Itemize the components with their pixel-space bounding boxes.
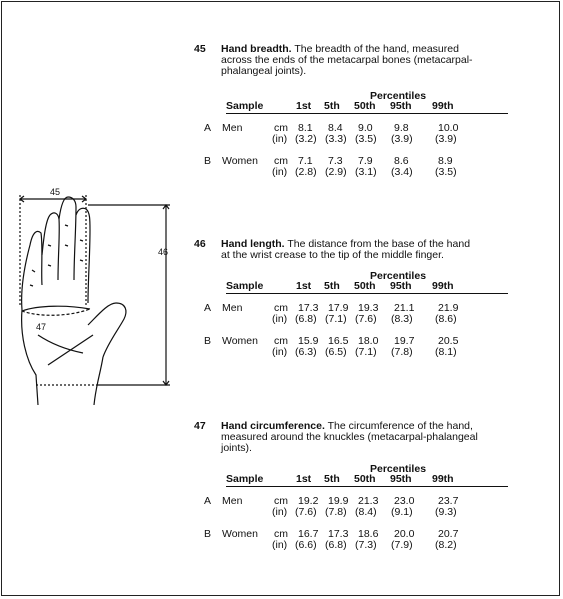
cell-cm: 20.0 [394,528,415,540]
cell-in: (3.3) [325,133,347,145]
section-desc-line-1: The circumference of the hand, [327,420,473,432]
column-header: 95th [390,473,412,485]
row-letter: B [204,528,212,540]
cell-in: (7.1) [355,346,377,358]
row-sample: Men [222,122,243,134]
cell-cm: 8.1 [298,122,313,134]
column-header: 1st [296,473,312,485]
cell-in: (7.3) [355,539,377,551]
column-header: 1st [296,100,312,112]
header-rule [226,486,508,487]
cell-in: (9.1) [391,506,413,518]
column-header: 99th [432,280,454,292]
cell-cm: 20.5 [438,335,459,347]
cell-in: (8.2) [435,539,457,551]
section-title: Hand circumference. [221,420,325,432]
cell-cm: 8.6 [394,155,409,167]
section-desc-line-2: at the wrist crease to the tip of the middle finger. [221,249,444,261]
row-unit-in: (in) [272,539,288,551]
section-desc-line-3: joints). [221,442,252,454]
cell-in: (8.4) [355,506,377,518]
cell-cm: 17.3 [298,302,319,314]
cell-in: (3.9) [435,133,457,145]
header-rule [226,113,508,114]
column-header: Sample [226,280,264,292]
cell-cm: 15.9 [298,335,319,347]
cell-cm: 17.9 [328,302,349,314]
row-unit-cm: cm [274,155,288,167]
row-unit-cm: cm [274,528,288,540]
cell-in: (3.5) [355,133,377,145]
row-letter: B [204,335,212,347]
row-unit-in: (in) [272,313,288,325]
column-header: Sample [226,100,264,112]
cell-cm: 19.2 [298,495,319,507]
cell-in: (9.3) [435,506,457,518]
row-letter: A [204,302,212,314]
figure-label-circumference: 47 [36,322,47,332]
column-header: 95th [390,100,412,112]
cell-cm: 8.4 [328,122,343,134]
column-header: 5th [324,280,340,292]
column-header: 50th [354,280,376,292]
cell-cm: 7.3 [328,155,343,167]
column-header: 50th [354,100,376,112]
cell-cm: 21.9 [438,302,459,314]
column-header: 1st [296,280,312,292]
row-unit-in: (in) [272,346,288,358]
section-hand-circumference [194,421,514,454]
cell-in: (6.8) [295,313,317,325]
section-hand-breadth [194,44,514,77]
cell-cm: 9.8 [394,122,409,134]
cell-cm: 21.3 [358,495,379,507]
section-desc-line-2: measured around the knuckles (metacarpal-phalangeal [221,431,478,443]
row-sample: Men [222,302,243,314]
row-sample: Women [222,335,258,347]
cell-cm: 7.9 [358,155,373,167]
cell-cm: 16.7 [298,528,319,540]
row-unit-cm: cm [274,495,288,507]
section-desc-line-3: phalangeal joints). [221,65,307,77]
cell-in: (7.9) [391,539,413,551]
cell-cm: 23.0 [394,495,415,507]
section-desc-line-1: The breadth of the hand, measured [294,43,459,55]
cell-cm: 9.0 [358,122,373,134]
row-sample: Women [222,528,258,540]
figure-label-length: 46 [158,247,169,257]
section-hand-length [194,239,514,261]
cell-cm: 19.9 [328,495,349,507]
cell-cm: 7.1 [298,155,313,167]
row-unit-in: (in) [272,133,288,145]
column-header: 95th [390,280,412,292]
cell-cm: 18.0 [358,335,379,347]
cell-cm: 21.1 [394,302,415,314]
row-unit-cm: cm [274,302,288,314]
cell-in: (3.2) [295,133,317,145]
section-number: 45 [194,43,206,55]
cell-in: (6.8) [325,539,347,551]
header-rule [226,293,508,294]
section-desc-line-1: The distance from the base of the hand [287,238,471,250]
percentiles-label: Percentiles [370,463,427,475]
row-letter: B [204,155,212,167]
cell-in: (6.5) [325,346,347,358]
cell-cm: 20.7 [438,528,459,540]
section-number: 47 [194,420,206,432]
section-desc-line-2: across the ends of the metacarpal bones (metacarpal- [221,54,473,66]
row-unit-cm: cm [274,335,288,347]
cell-cm: 23.7 [438,495,459,507]
column-header: 99th [432,100,454,112]
row-unit-cm: cm [274,122,288,134]
row-unit-in: (in) [272,506,288,518]
cell-cm: 10.0 [438,122,459,134]
cell-cm: 19.3 [358,302,379,314]
cell-cm: 17.3 [328,528,349,540]
cell-in: (7.8) [325,506,347,518]
cell-in: (6.3) [295,346,317,358]
row-letter: A [204,122,212,134]
cell-cm: 18.6 [358,528,379,540]
cell-in: (6.6) [295,539,317,551]
cell-in: (2.9) [325,166,347,178]
cell-in: (3.4) [391,166,413,178]
hand-diagram [8,185,188,415]
cell-in: (3.5) [435,166,457,178]
percentiles-label: Percentiles [370,270,427,282]
cell-cm: 19.7 [394,335,415,347]
percentiles-label: Percentiles [370,90,427,102]
cell-in: (7.6) [355,313,377,325]
row-sample: Women [222,155,258,167]
cell-in: (7.1) [325,313,347,325]
cell-in: (3.1) [355,166,377,178]
column-header: 5th [324,100,340,112]
column-header: 50th [354,473,376,485]
cell-cm: 16.5 [328,335,349,347]
row-unit-in: (in) [272,166,288,178]
section-title: Hand breadth. [221,43,292,55]
column-header: 5th [324,473,340,485]
column-header: 99th [432,473,454,485]
row-letter: A [204,495,212,507]
row-sample: Men [222,495,243,507]
figure-label-breadth: 45 [50,187,61,197]
cell-cm: 8.9 [438,155,453,167]
cell-in: (7.6) [295,506,317,518]
cell-in: (3.9) [391,133,413,145]
cell-in: (7.8) [391,346,413,358]
section-title: Hand length. [221,238,285,250]
cell-in: (2.8) [295,166,317,178]
cell-in: (8.6) [435,313,457,325]
section-number: 46 [194,238,206,250]
column-header: Sample [226,473,264,485]
cell-in: (8.3) [391,313,413,325]
cell-in: (8.1) [435,346,457,358]
